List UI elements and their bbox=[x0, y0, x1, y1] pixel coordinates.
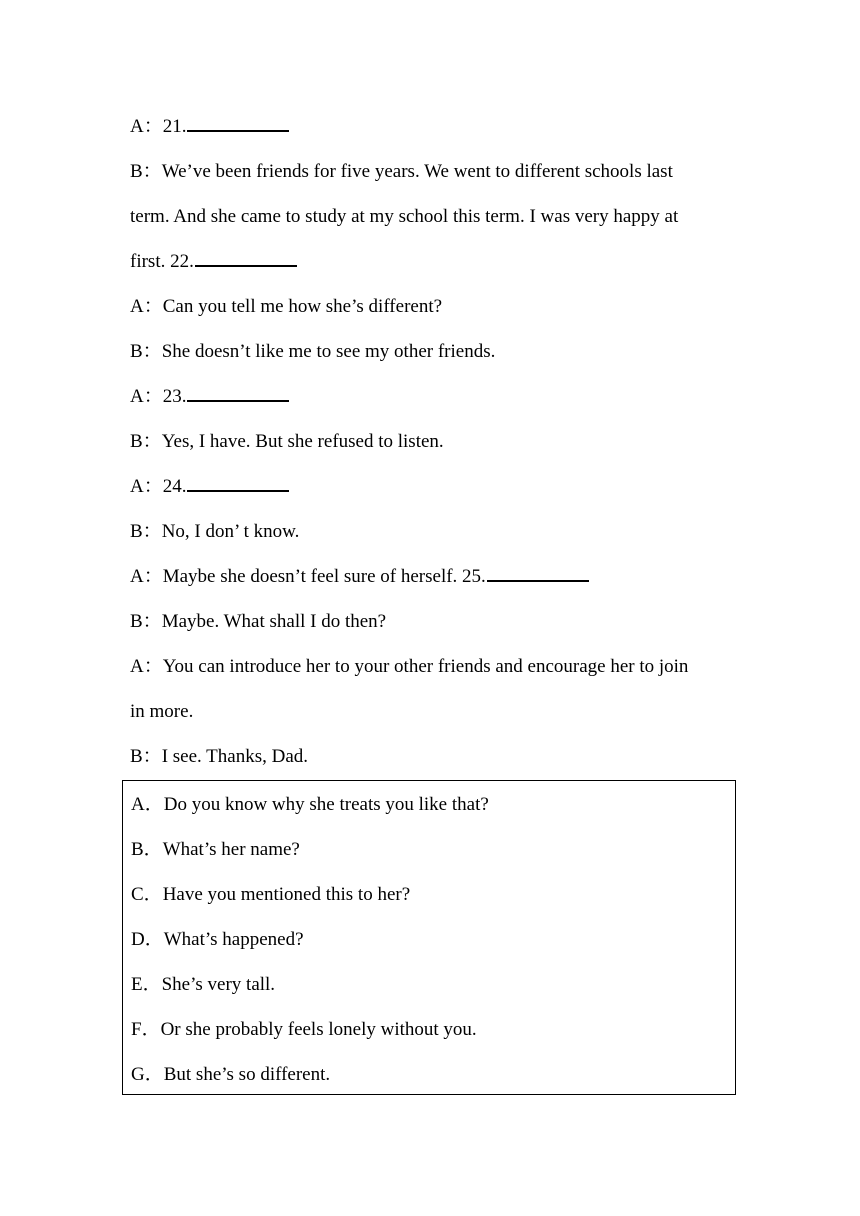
dialogue-text: We’ve been friends for five years. We went to different schools last bbox=[161, 161, 673, 182]
dialogue-line bbox=[130, 599, 730, 644]
option-letter: B． bbox=[131, 839, 163, 860]
speaker-label: B： bbox=[130, 521, 162, 542]
speaker-label: A： bbox=[130, 386, 163, 407]
dialogue-line bbox=[130, 194, 730, 239]
dialogue-line bbox=[130, 149, 730, 194]
dialogue-text: 21. bbox=[162, 116, 187, 137]
option-c bbox=[131, 872, 489, 917]
dialogue-text: She doesn’t like me to see my other friends. bbox=[161, 341, 496, 362]
option-d bbox=[131, 917, 489, 962]
dialogue-line bbox=[130, 734, 730, 779]
dialogue-line bbox=[130, 419, 730, 464]
dialogue-text: Maybe she doesn’t feel sure of herself. 25. bbox=[162, 566, 486, 587]
dialogue-text: 23. bbox=[162, 386, 187, 407]
dialogue-text: in more. bbox=[130, 701, 194, 722]
speaker-label: A： bbox=[130, 656, 163, 677]
dialogue-line bbox=[130, 509, 730, 554]
dialogue-line bbox=[130, 104, 730, 149]
dialogue-line bbox=[130, 689, 730, 734]
speaker-label: A： bbox=[130, 296, 163, 317]
option-letter: F． bbox=[131, 1019, 161, 1040]
dialogue-line bbox=[130, 329, 730, 374]
dialogue-line bbox=[130, 464, 730, 509]
option-a bbox=[131, 782, 489, 827]
options-box bbox=[122, 780, 736, 1095]
dialogue-text: Can you tell me how she’s different? bbox=[162, 296, 443, 317]
dialogue-text: You can introduce her to your other friends and encourage her to join bbox=[162, 656, 689, 677]
answer-blank-24 bbox=[187, 474, 289, 492]
dialogue-text: I see. Thanks, Dad. bbox=[161, 746, 309, 767]
dialogue-text: first. 22. bbox=[130, 251, 194, 272]
dialogue-text: term. And she came to study at my school this term. I was very happy at bbox=[130, 206, 679, 227]
dialogue-line bbox=[130, 239, 730, 284]
options-list bbox=[131, 782, 489, 1097]
dialogue-text: 24. bbox=[162, 476, 187, 497]
dialogue-line bbox=[130, 644, 730, 689]
dialogue-line bbox=[130, 284, 730, 329]
option-f bbox=[131, 1007, 489, 1052]
speaker-label: A： bbox=[130, 476, 163, 497]
option-text: What’s her name? bbox=[162, 839, 300, 860]
option-text: But she’s so different. bbox=[163, 1064, 331, 1085]
option-letter: A． bbox=[131, 794, 164, 815]
answer-blank-22 bbox=[195, 249, 297, 267]
option-text: Have you mentioned this to her? bbox=[162, 884, 411, 905]
option-text: What’s happened? bbox=[163, 929, 304, 950]
option-e bbox=[131, 962, 489, 1007]
dialogue bbox=[130, 104, 730, 779]
option-text: She’s very tall. bbox=[161, 974, 276, 995]
option-letter: E． bbox=[131, 974, 162, 995]
option-g bbox=[131, 1052, 489, 1097]
dialogue-text: Maybe. What shall I do then? bbox=[161, 611, 387, 632]
option-letter: D． bbox=[131, 929, 164, 950]
speaker-label: A： bbox=[130, 116, 163, 137]
answer-blank-21 bbox=[187, 114, 289, 132]
answer-blank-25 bbox=[487, 564, 589, 582]
dialogue-text: No, I don’ t know. bbox=[161, 521, 300, 542]
speaker-label: B： bbox=[130, 746, 162, 767]
option-letter: G． bbox=[131, 1064, 164, 1085]
dialogue-line bbox=[130, 554, 730, 599]
option-b bbox=[131, 827, 489, 872]
dialogue-text: Yes, I have. But she refused to listen. bbox=[161, 431, 444, 452]
option-text: Or she probably feels lonely without you. bbox=[160, 1019, 477, 1040]
speaker-label: B： bbox=[130, 161, 162, 182]
speaker-label: B： bbox=[130, 611, 162, 632]
answer-blank-23 bbox=[187, 384, 289, 402]
option-letter: C． bbox=[131, 884, 163, 905]
dialogue-line bbox=[130, 374, 730, 419]
option-text: Do you know why she treats you like that? bbox=[163, 794, 489, 815]
speaker-label: A： bbox=[130, 566, 163, 587]
speaker-label: B： bbox=[130, 431, 162, 452]
speaker-label: B： bbox=[130, 341, 162, 362]
